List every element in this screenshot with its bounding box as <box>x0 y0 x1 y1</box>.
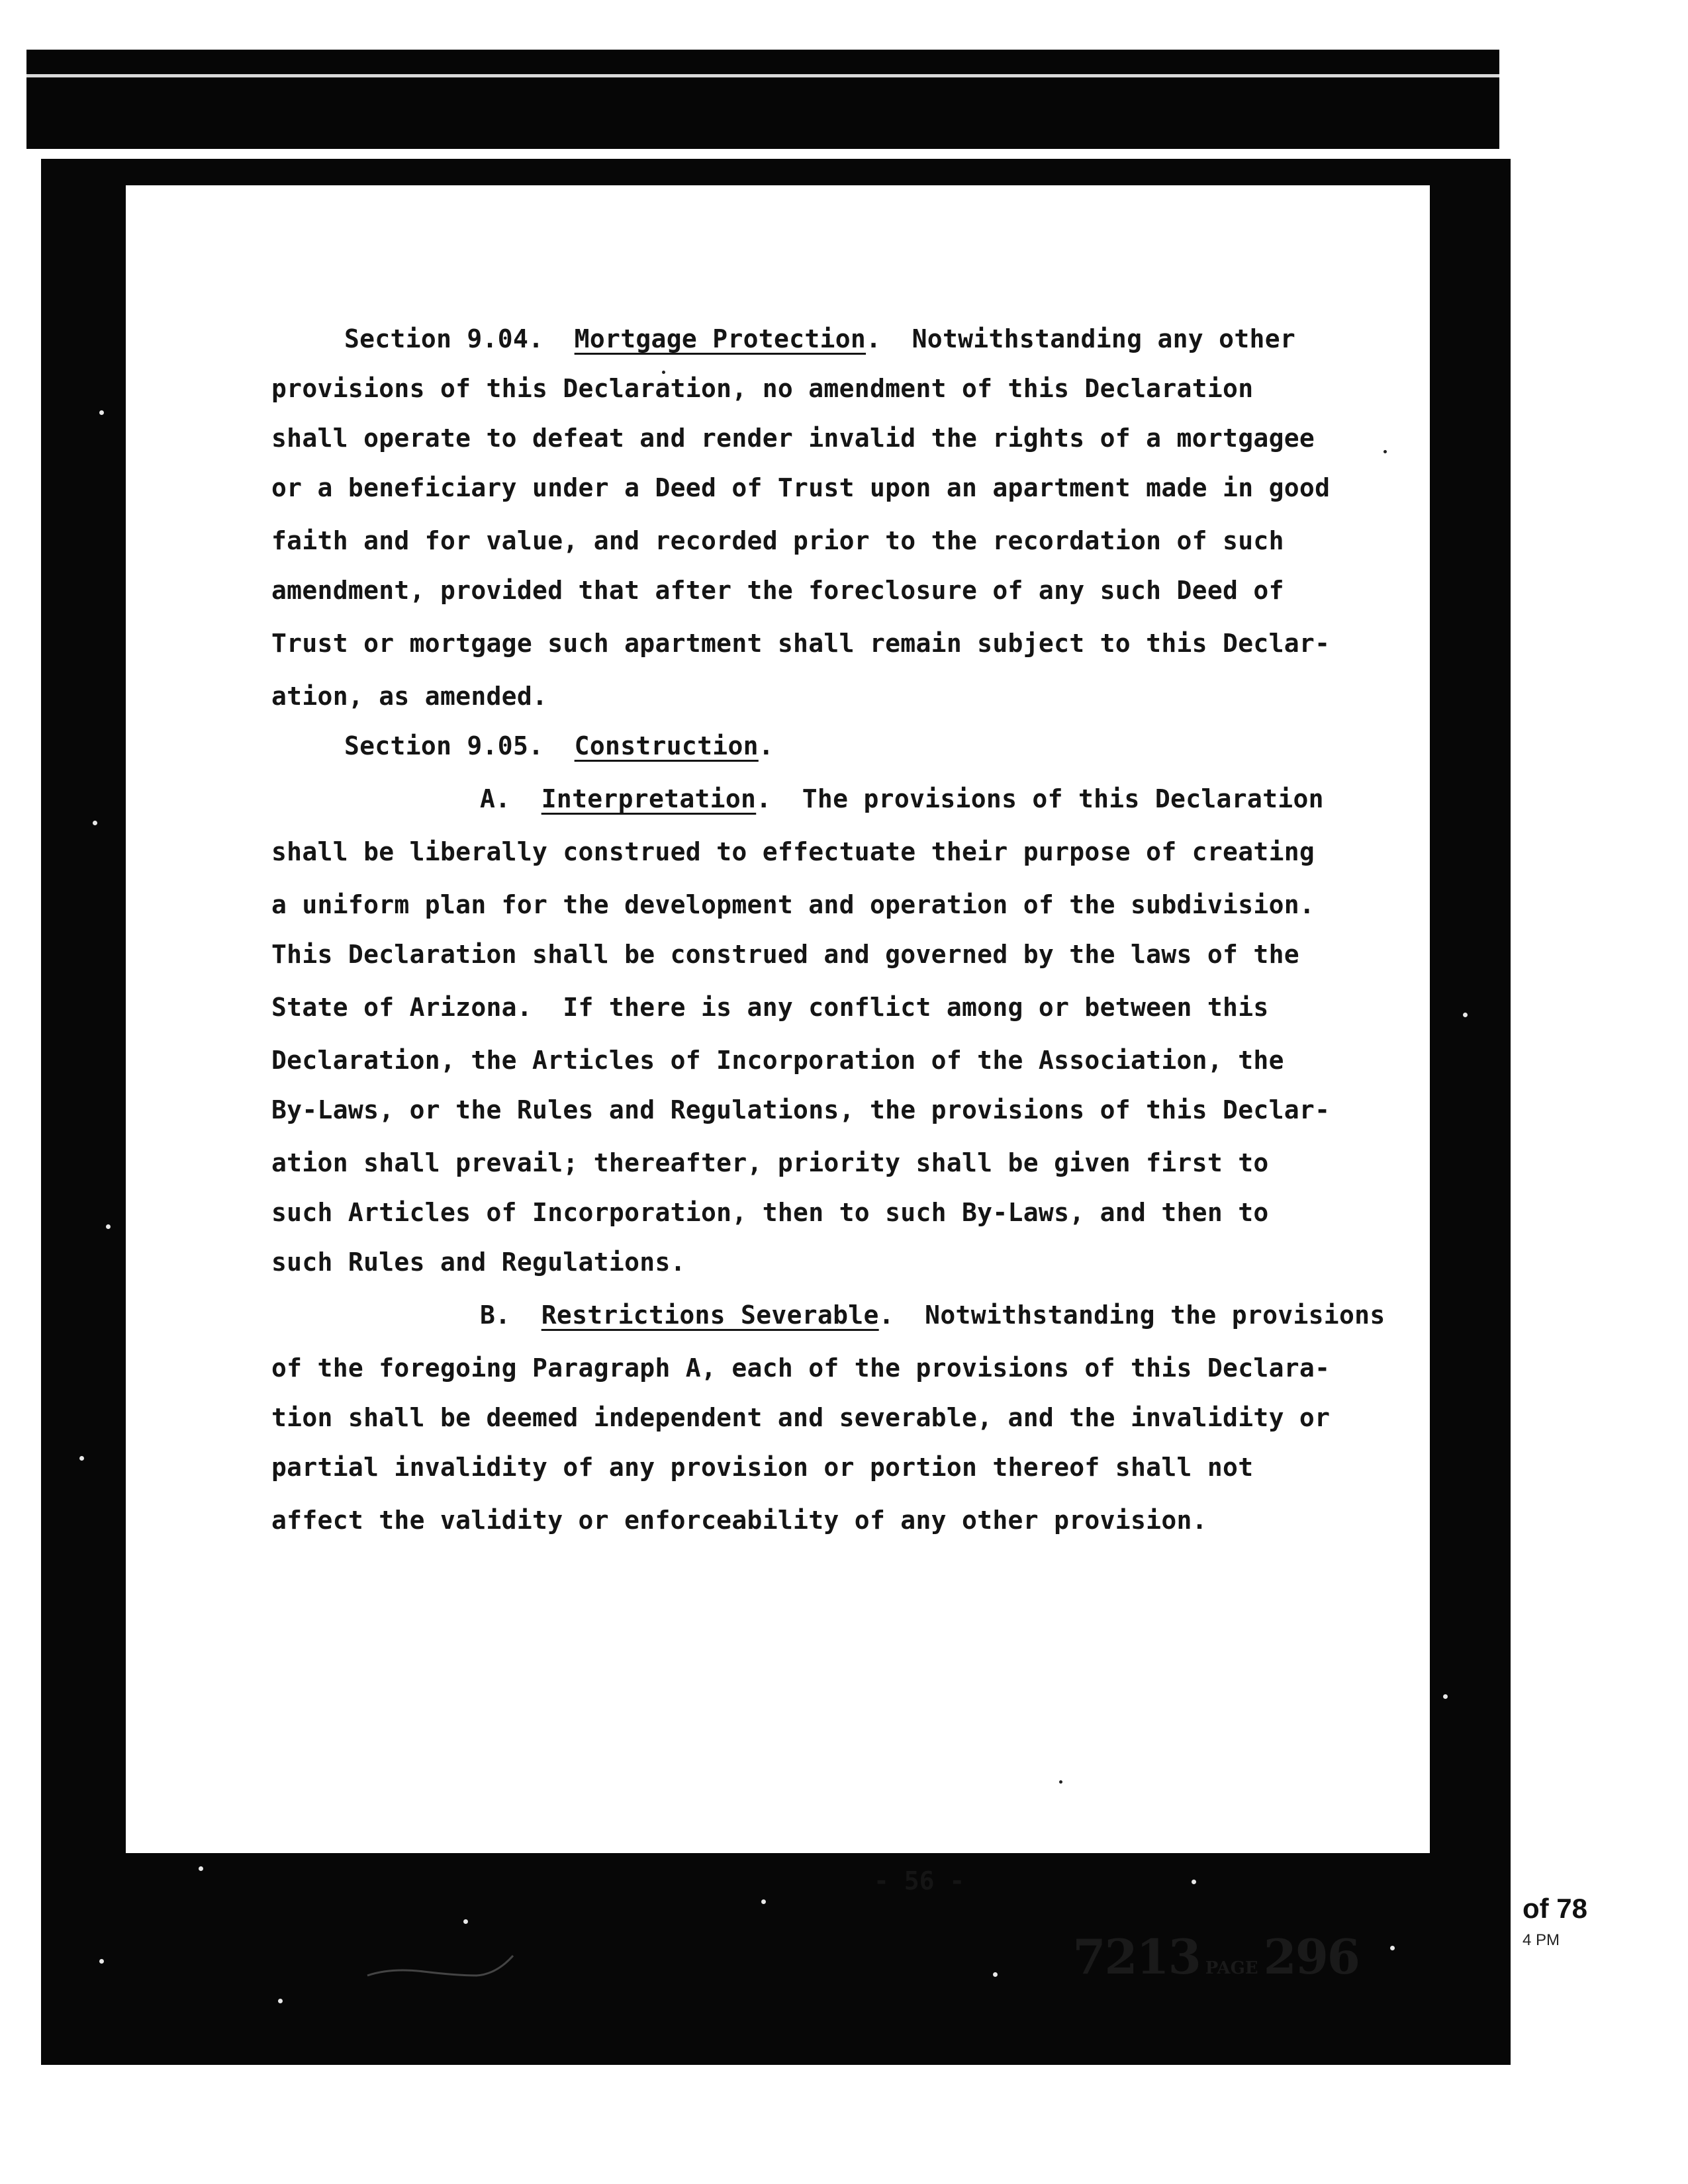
scan-speck <box>79 1456 84 1461</box>
line-text-continued: . The provisions of this Declaration <box>756 784 1324 813</box>
scan-speck <box>761 1899 766 1904</box>
scan-speck <box>106 1224 111 1229</box>
scan-speck <box>1192 1880 1196 1884</box>
line-text: shall be liberally construed to effectuate their purpose of creating <box>271 837 1315 866</box>
line-text: provisions of this Declaration, no amendment of this Declaration <box>271 374 1254 403</box>
text-line <box>271 890 1315 919</box>
line-text: partial invalidity of any provision or portion thereof shall not <box>271 1453 1254 1482</box>
text-line <box>480 784 1324 813</box>
line-text: Section 9.05. <box>344 731 575 760</box>
line-text: faith and for value, and recorded prior to the recordation of such <box>271 526 1284 555</box>
scan-speck <box>1383 450 1387 453</box>
underlined-heading: Construction <box>574 731 759 760</box>
line-text: such Articles of Incorporation, then to such By-Laws, and then to <box>271 1198 1269 1227</box>
text-line <box>271 576 1284 605</box>
text-line <box>480 1300 1385 1330</box>
scan-speck <box>99 410 104 415</box>
text-line <box>271 682 547 711</box>
scan-speck <box>1059 1780 1062 1784</box>
text-line <box>271 1506 1207 1535</box>
line-text: Trust or mortgage such apartment shall remain subject to this Declar- <box>271 629 1331 658</box>
text-line <box>271 993 1269 1022</box>
text-line <box>271 1198 1269 1227</box>
stamp-page-word: PAGE <box>1205 1958 1258 1978</box>
line-text: a uniform plan for the development and operation of the subdivision. <box>271 890 1315 919</box>
page-count: of 78 <box>1523 1893 1588 1924</box>
text-line <box>271 1046 1284 1075</box>
scan-speck <box>662 371 665 374</box>
text-line <box>271 473 1330 502</box>
line-text: amendment, provided that after the foreclosure of any such Deed of <box>271 576 1284 605</box>
text-line <box>271 940 1299 969</box>
scan-top-band <box>26 50 1499 149</box>
line-text: ation, as amended. <box>271 682 548 711</box>
text-line <box>271 526 1284 555</box>
stamp-page: 296 <box>1263 1929 1359 1985</box>
scan-speck <box>463 1919 468 1924</box>
line-text: shall operate to defeat and render invalid the rights of a mortgagee <box>271 424 1315 453</box>
line-text: of the foregoing Paragraph A, each of the provisions of this Declara- <box>271 1353 1331 1383</box>
line-text: Declaration, the Articles of Incorporation of the Association, the <box>271 1046 1284 1075</box>
line-text: State of Arizona. If there is any conflict among or between this <box>271 993 1269 1022</box>
line-text: A. <box>480 784 541 813</box>
line-text: B. <box>480 1300 541 1330</box>
text-line <box>271 1095 1330 1124</box>
underlined-heading: Restrictions Severable <box>541 1300 879 1330</box>
line-text-continued: . Notwithstanding the provisions <box>878 1300 1385 1330</box>
text-line <box>344 324 1295 353</box>
stamp-book: 7213 <box>1072 1929 1200 1985</box>
text-line <box>271 1248 686 1277</box>
line-text-continued: . <box>758 731 774 760</box>
page-number: - 56 - <box>874 1866 965 1895</box>
text-line <box>271 1453 1253 1482</box>
text-line <box>344 731 774 760</box>
text-line <box>271 1148 1269 1177</box>
text-line <box>271 629 1330 658</box>
line-text: tion shall be deemed independent and severable, and the invalidity or <box>271 1403 1331 1432</box>
text-line <box>271 837 1315 866</box>
line-text-continued: . Notwithstanding any other <box>866 324 1296 353</box>
text-line <box>271 424 1315 453</box>
timestamp-fragment: 4 PM <box>1523 1931 1560 1949</box>
underlined-heading: Interpretation <box>541 784 757 813</box>
pen-scribble <box>364 1949 523 1989</box>
line-text: such Rules and Regulations. <box>271 1248 686 1277</box>
scan-speck <box>993 1972 998 1977</box>
text-line <box>271 1403 1330 1432</box>
scan-top-line <box>26 74 1499 77</box>
line-text: By-Laws, or the Rules and Regulations, the provisions of this Declar- <box>271 1095 1331 1124</box>
scan-speck <box>278 1999 283 2003</box>
line-text: ation shall prevail; thereafter, priority shall be given first to <box>271 1148 1269 1177</box>
scan-speck <box>199 1866 203 1871</box>
scan-speck <box>99 1959 104 1964</box>
scan-speck <box>1443 1694 1448 1699</box>
line-text: affect the validity or enforceability of any other provision. <box>271 1506 1207 1535</box>
recording-stamp <box>1059 1916 1359 1997</box>
text-line <box>271 374 1253 403</box>
line-text: This Declaration shall be construed and governed by the laws of the <box>271 940 1299 969</box>
document-page <box>126 185 1430 1985</box>
text-line <box>271 1353 1330 1383</box>
line-text: Section 9.04. <box>344 324 575 353</box>
scan-speck <box>1463 1013 1468 1017</box>
scan-speck <box>93 821 97 825</box>
underlined-heading: Mortgage Protection <box>574 324 867 353</box>
scan-speck <box>1390 1946 1395 1950</box>
line-text: or a beneficiary under a Deed of Trust upon an apartment made in good <box>271 473 1331 502</box>
